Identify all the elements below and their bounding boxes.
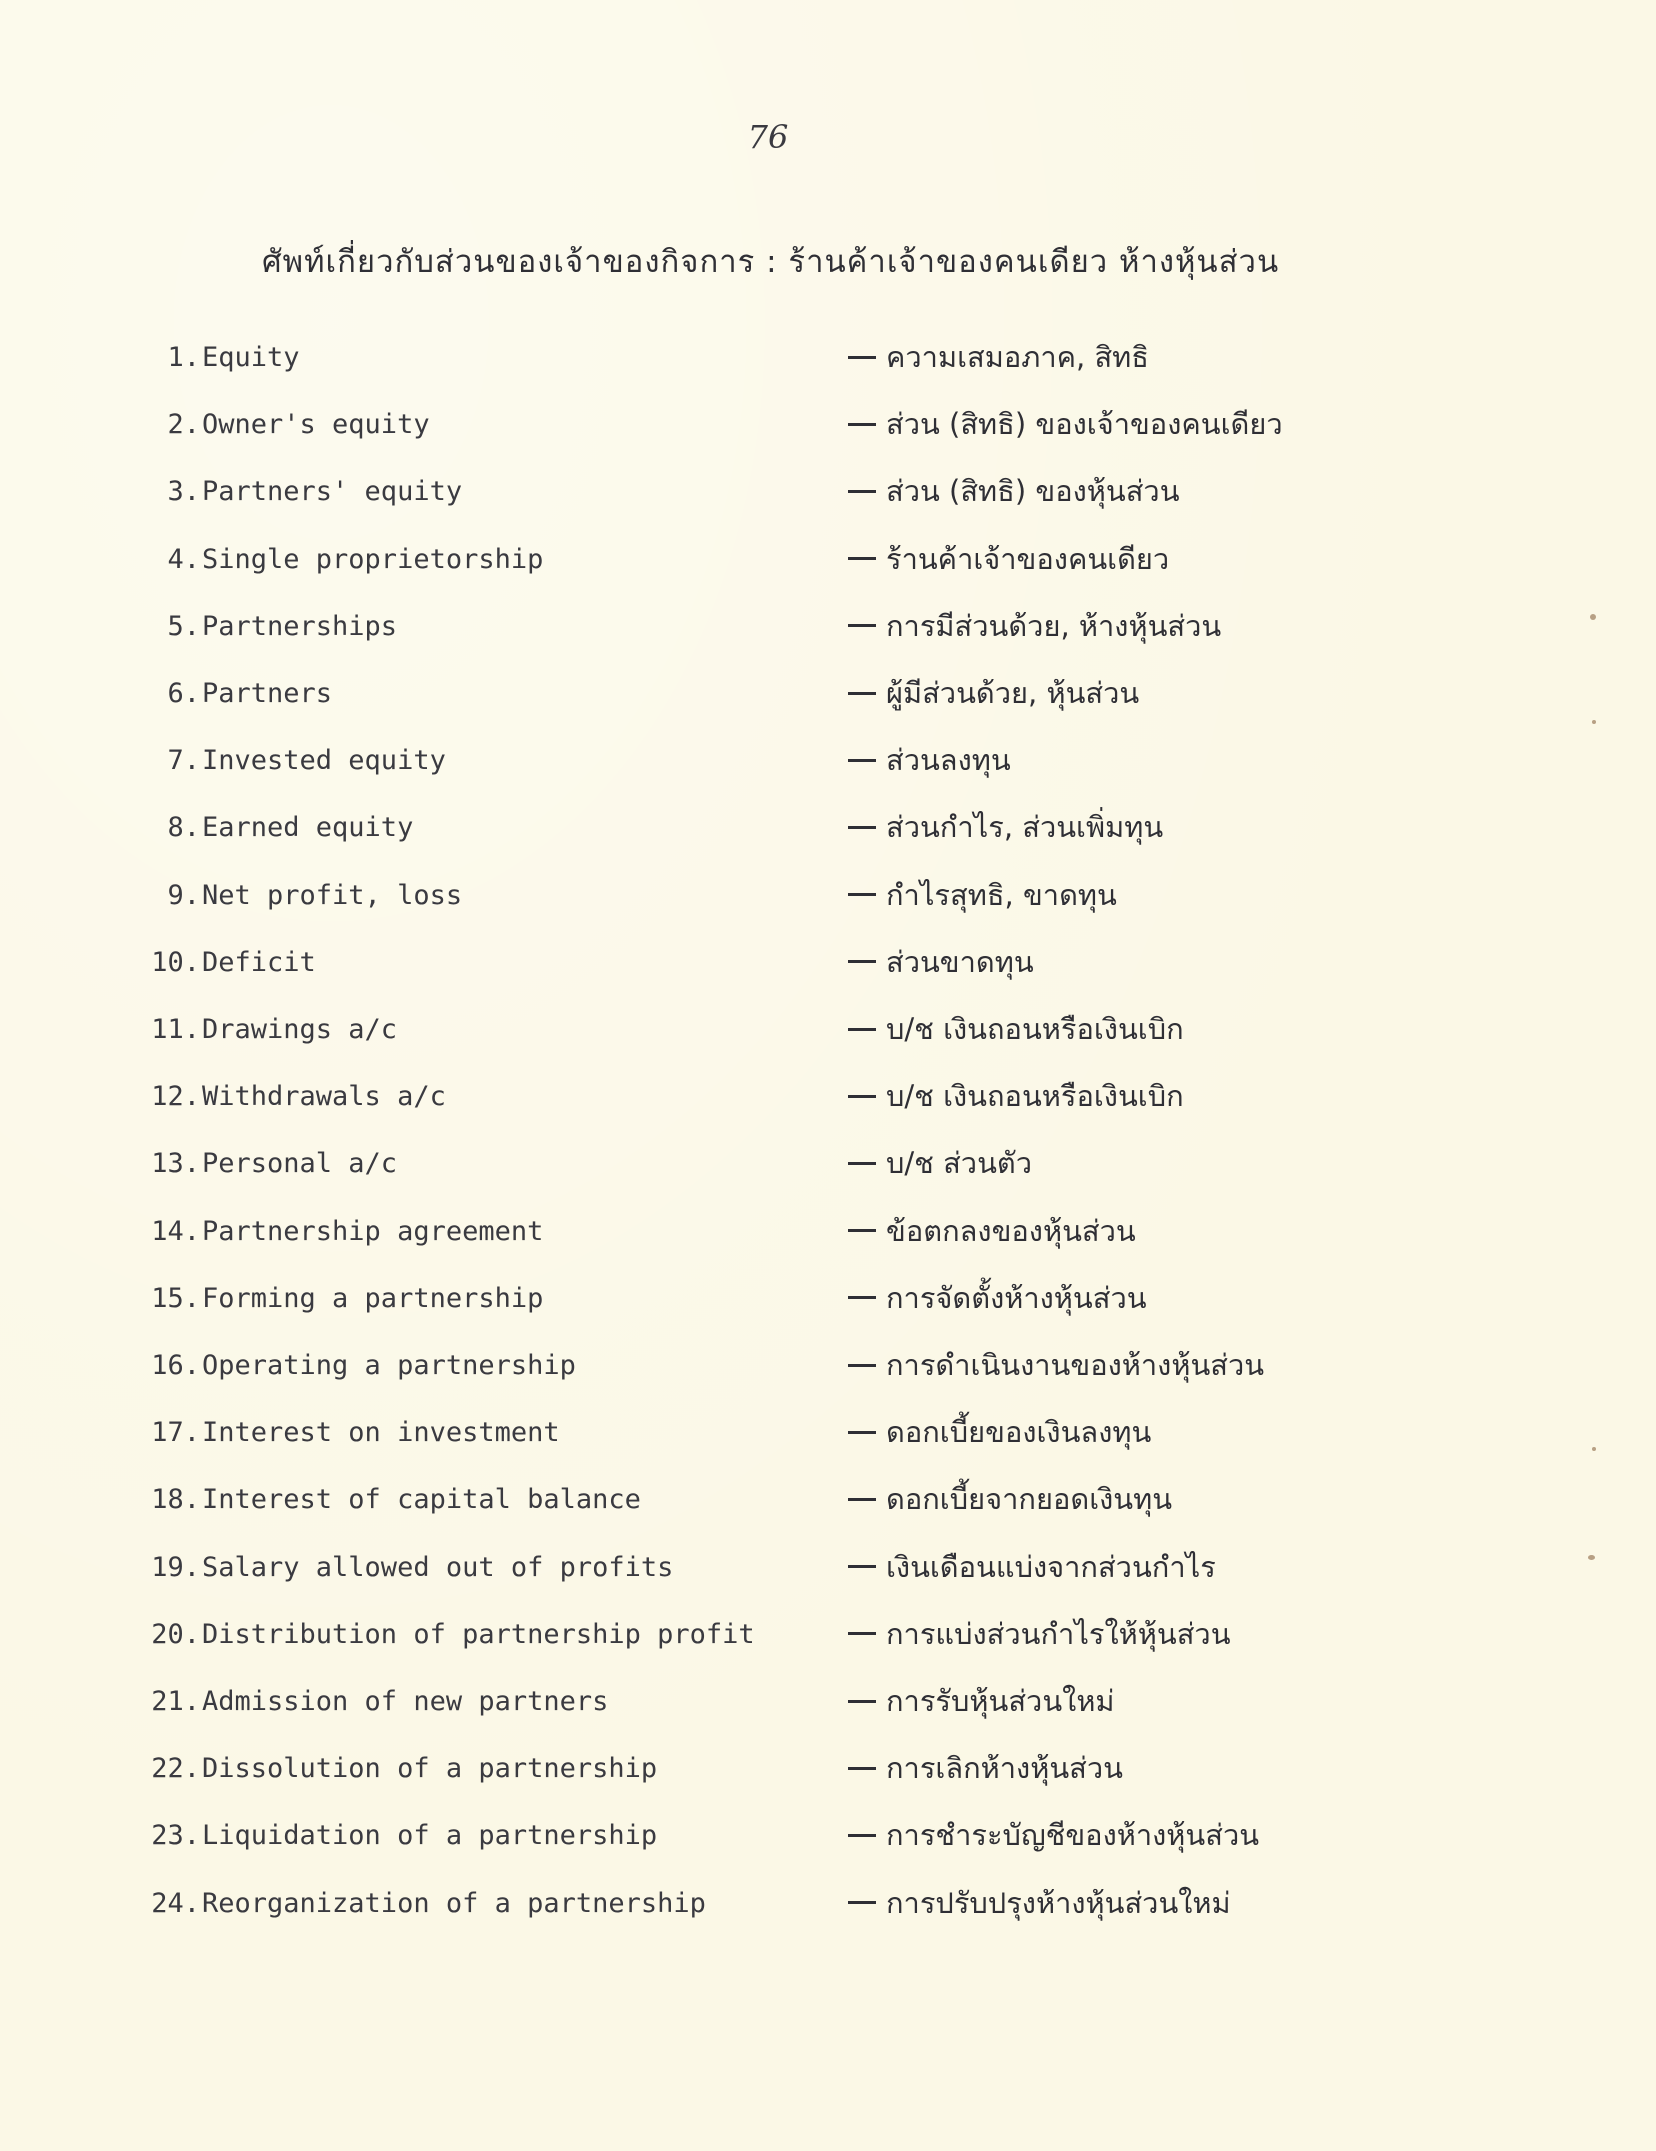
term-english: Dissolution of a partnership <box>202 1753 658 1785</box>
term-number: 3. <box>167 476 200 508</box>
term-row <box>0 666 1656 726</box>
term-english: Salary allowed out of profits <box>202 1551 674 1583</box>
term-thai <box>848 1880 1231 1926</box>
term-number: 23. <box>151 1820 200 1852</box>
dash-separator <box>848 893 876 896</box>
term-row <box>0 868 1656 928</box>
term-number: 7. <box>167 745 200 777</box>
term-thai <box>848 536 1169 582</box>
term-thai <box>848 1006 1184 1052</box>
term-thai-text: ส่วนลงทุน <box>886 743 1011 778</box>
dash-separator <box>848 826 876 829</box>
term-number: 20. <box>151 1618 200 1650</box>
term-english: Operating a partnership <box>202 1350 576 1381</box>
term-thai <box>848 334 1149 380</box>
dash-separator <box>848 1296 876 1299</box>
dash-separator <box>848 692 876 695</box>
term-number: 19. <box>151 1551 200 1583</box>
term-english: Deficit <box>202 946 316 978</box>
term-english: Earned equity <box>202 812 414 844</box>
dash-separator <box>848 1162 876 1165</box>
term-row <box>0 1472 1656 1532</box>
term-thai <box>848 401 1283 447</box>
term-number: 9. <box>167 879 200 911</box>
term-row <box>0 1674 1656 1734</box>
term-thai-text: บ/ช ส่วนตัว <box>886 1146 1033 1181</box>
term-number: 24. <box>151 1887 200 1919</box>
term-thai-text: การมีส่วนด้วย, ห้างหุ้นส่วน <box>886 608 1222 643</box>
term-row <box>0 1204 1656 1264</box>
term-thai-text: การจัดตั้งห้างหุ้นส่วน <box>886 1280 1147 1315</box>
dash-separator <box>848 1095 876 1098</box>
term-number: 11. <box>151 1014 200 1045</box>
dash-separator <box>848 1431 876 1434</box>
term-thai <box>848 670 1139 716</box>
term-row <box>0 532 1656 592</box>
term-row <box>0 733 1656 793</box>
dash-separator <box>848 624 876 627</box>
paper-speck <box>1588 1555 1595 1560</box>
term-number: 17. <box>151 1417 200 1449</box>
term-thai <box>848 1611 1231 1657</box>
term-thai-text: การปรับปรุงห้างหุ้นส่วนใหม่ <box>886 1885 1231 1920</box>
term-row <box>0 1808 1656 1868</box>
dash-separator <box>848 1364 876 1367</box>
term-row <box>0 464 1656 524</box>
term-thai <box>848 939 1034 985</box>
term-english: Equity <box>202 342 300 373</box>
term-row <box>0 1405 1656 1465</box>
term-english: Distribution of partnership profit <box>202 1618 755 1650</box>
term-thai-text: การดำเนินงานของห้างหุ้นส่วน <box>886 1348 1265 1382</box>
dash-separator <box>848 356 876 359</box>
term-number: 1. <box>167 342 200 373</box>
term-row <box>0 397 1656 457</box>
term-english: Partnerships <box>202 610 398 642</box>
term-number: 4. <box>167 543 200 575</box>
term-number: 16. <box>151 1350 200 1381</box>
term-english: Withdrawals a/c <box>202 1081 446 1113</box>
term-thai-text: ส่วน (สิทธิ) ของหุ้นส่วน <box>886 474 1180 509</box>
term-row <box>0 1271 1656 1331</box>
term-thai-text: ส่วนกำไร, ส่วนเพิ่มทุน <box>886 810 1164 845</box>
dash-separator <box>848 1834 876 1837</box>
dash-separator <box>848 1565 876 1568</box>
term-row <box>0 1136 1656 1196</box>
term-thai <box>848 1073 1184 1119</box>
term-thai-text: กำไรสุทธิ, ขาดทุน <box>886 877 1117 912</box>
term-row <box>0 800 1656 860</box>
term-number: 13. <box>151 1148 200 1180</box>
dash-separator <box>848 557 876 560</box>
term-thai-text: ส่วนขาดทุน <box>886 944 1034 979</box>
page-number: 76 <box>747 118 789 156</box>
paper-speck <box>1592 720 1596 724</box>
term-thai-text: การชำระบัญชีของห้างหุ้นส่วน <box>886 1818 1260 1853</box>
term-thai <box>848 1544 1216 1590</box>
term-number: 12. <box>151 1081 200 1113</box>
term-thai-text: ร้านค้าเจ้าของคนเดียว <box>886 541 1170 576</box>
term-thai-text: การแบ่งส่วนกำไรให้หุ้นส่วน <box>886 1616 1231 1651</box>
dash-separator <box>848 1229 876 1232</box>
term-row <box>0 1338 1656 1398</box>
paper-speck <box>1592 1447 1596 1451</box>
term-thai <box>848 603 1221 649</box>
term-english: Admission of new partners <box>202 1686 609 1717</box>
term-row <box>0 1741 1656 1801</box>
term-thai-text: บ/ช เงินถอนหรือเงินเบิก <box>886 1079 1184 1114</box>
term-number: 2. <box>167 409 200 441</box>
term-thai <box>848 872 1117 918</box>
term-thai-text: ส่วน (สิทธิ) ของเจ้าของคนเดียว <box>886 407 1283 442</box>
term-row <box>0 1002 1656 1062</box>
term-thai-text: บ/ช เงินถอนหรือเงินเบิก <box>886 1012 1184 1046</box>
dash-separator <box>848 960 876 963</box>
term-number: 15. <box>151 1282 200 1314</box>
term-english: Interest of capital balance <box>202 1484 641 1516</box>
term-row <box>0 1069 1656 1129</box>
term-english: Interest on investment <box>202 1417 560 1449</box>
term-english: Forming a partnership <box>202 1282 544 1314</box>
term-row <box>0 599 1656 659</box>
paper-speck <box>1590 614 1596 620</box>
term-english: Personal a/c <box>202 1148 398 1180</box>
term-english: Partners' equity <box>202 476 463 508</box>
term-thai-text: การเลิกห้างหุ้นส่วน <box>886 1751 1123 1786</box>
term-thai <box>848 1208 1136 1254</box>
dash-separator <box>848 759 876 762</box>
term-number: 8. <box>167 812 200 844</box>
term-english: Invested equity <box>202 745 446 777</box>
term-thai <box>848 1342 1264 1388</box>
term-english: Drawings a/c <box>202 1014 398 1045</box>
term-thai <box>848 1812 1259 1858</box>
term-english: Partners <box>202 678 333 709</box>
term-thai <box>848 1275 1147 1321</box>
term-number: 22. <box>151 1753 200 1785</box>
term-number: 10. <box>151 946 200 978</box>
term-thai-text: ความเสมอภาค, สิทธิ <box>886 340 1149 374</box>
term-english: Owner's equity <box>202 409 430 441</box>
dash-separator <box>848 423 876 426</box>
term-thai <box>848 737 1011 783</box>
term-row <box>0 1607 1656 1667</box>
page-title: ศัพท์เกี่ยวกับส่วนของเจ้าของกิจการ : ร้านค้าเจ้าของคนเดียว ห้างหุ้นส่วน <box>262 244 1280 280</box>
term-english: Single proprietorship <box>202 543 544 575</box>
term-english: Reorganization of a partnership <box>202 1887 706 1919</box>
dash-separator <box>848 1901 876 1904</box>
dash-separator <box>848 1767 876 1770</box>
term-thai-text: ข้อตกลงของหุ้นส่วน <box>886 1213 1136 1248</box>
dash-separator <box>848 1498 876 1501</box>
term-thai-text: ดอกเบี้ยของเงินลงทุน <box>886 1415 1152 1450</box>
term-number: 5. <box>167 610 200 642</box>
term-thai-text: ดอกเบี้ยจากยอดเงินทุน <box>886 1482 1173 1517</box>
term-thai <box>848 1678 1115 1724</box>
dash-separator <box>848 1632 876 1635</box>
term-row <box>0 330 1656 390</box>
term-number: 21. <box>151 1686 200 1717</box>
term-thai <box>848 1745 1123 1791</box>
term-thai <box>848 1409 1151 1455</box>
dash-separator <box>848 1700 876 1703</box>
term-english: Net profit, loss <box>202 879 463 911</box>
term-thai <box>848 804 1163 850</box>
dash-separator <box>848 1028 876 1031</box>
term-row <box>0 1876 1656 1936</box>
term-english: Liquidation of a partnership <box>202 1820 658 1852</box>
term-thai <box>848 1476 1172 1522</box>
term-row <box>0 1540 1656 1600</box>
term-thai-text: ผู้มีส่วนด้วย, หุ้นส่วน <box>886 676 1140 710</box>
dash-separator <box>848 490 876 493</box>
term-thai <box>848 468 1180 514</box>
term-number: 6. <box>167 678 200 709</box>
term-thai-text: การรับหุ้นส่วนใหม่ <box>886 1684 1115 1718</box>
term-number: 14. <box>151 1215 200 1247</box>
term-english: Partnership agreement <box>202 1215 544 1247</box>
term-number: 18. <box>151 1484 200 1516</box>
term-thai-text: เงินเดือนแบ่งจากส่วนกำไร <box>886 1549 1216 1584</box>
term-row <box>0 935 1656 995</box>
term-thai <box>848 1140 1032 1186</box>
